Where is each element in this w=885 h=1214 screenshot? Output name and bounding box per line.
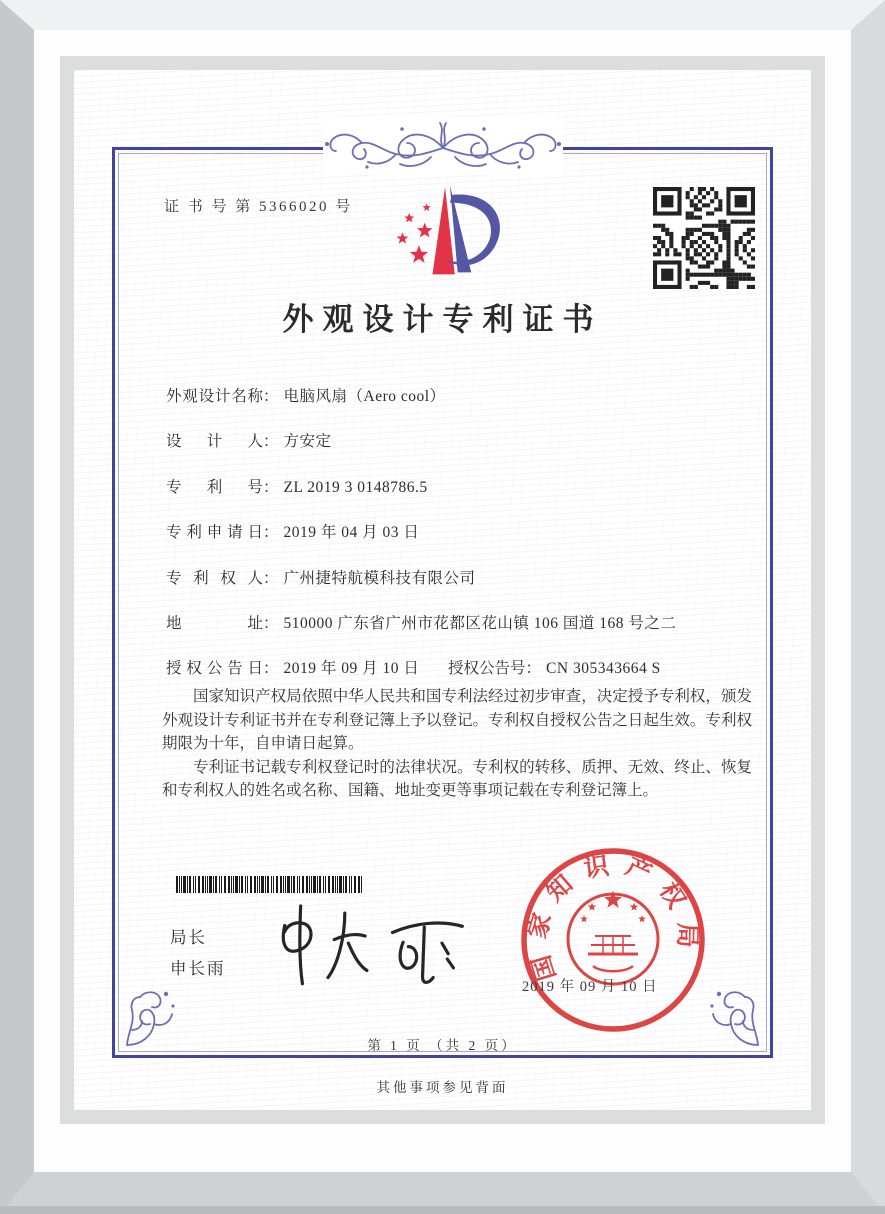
field-list [166, 386, 766, 704]
official-seal [515, 842, 711, 1038]
field-row: 外观设计名称： 电脑风扇（Aero cool） [166, 388, 446, 405]
certificate-page [74, 70, 811, 1110]
body-paragraphs [162, 685, 752, 803]
cnipa-logo-icon [386, 181, 508, 296]
corner-flourish-left-icon [121, 986, 177, 1050]
director-block [170, 922, 226, 984]
qr-code [653, 187, 755, 289]
field-row: 地 址： 510000 广东省广州市花都区花山镇 106 国道 168 号之二 [166, 614, 677, 632]
certificate-number: 证 书 号 第 5366020 号 [164, 199, 353, 215]
field-row: 专 利 权 人： 广州捷特航模科技有限公司 [166, 569, 476, 587]
paragraph: 国家知识产权局依照中华人民共和国专利法经过初步审查，决定授予专利权，颁发外观设计专利证书并在专利登记簿上予以登记。专利权自授权公告之日起生效。专利权期限为十年，自申请日起算。 [162, 688, 752, 753]
field-pair-2: 授权公告号： CN 305343664 S [448, 660, 661, 678]
back-note: 其他事项参见背面 [376, 1080, 509, 1095]
paragraph: 专利证书记载专利权登记时的法律状况。专利权的转移、质押、无效、终止、恢复和专利权人的姓名或名称、国籍、地址变更等事项记载在专利登记簿上。 [162, 758, 752, 800]
field-row: 授权公告日： 2019 年 09 月 10 日 授权公告号： CN 305343664 S [166, 660, 661, 678]
director-title: 局长 [170, 928, 207, 947]
seal-date: 2019 年 09 月 10 日 [522, 979, 658, 995]
certificate-title: 外观设计专利证书 [282, 302, 603, 337]
corner-flourish-right-icon [708, 986, 764, 1050]
field-row: 专 利 号： ZL 2019 3 0148786.5 [166, 478, 428, 496]
director-signature [260, 888, 472, 1000]
svg-text:国家知识产权局: 国家知识产权局 [524, 851, 701, 984]
director-name: 申长雨 [170, 959, 226, 978]
field-row: 设 计 人： 方安定 [166, 433, 332, 451]
field-row: 专利申请日： 2019 年 04 月 03 日 [166, 524, 420, 542]
page-number: 第 1 页 （共 2 页） [367, 1038, 518, 1053]
top-ornament-icon [323, 117, 563, 175]
mat-board [60, 56, 825, 1124]
